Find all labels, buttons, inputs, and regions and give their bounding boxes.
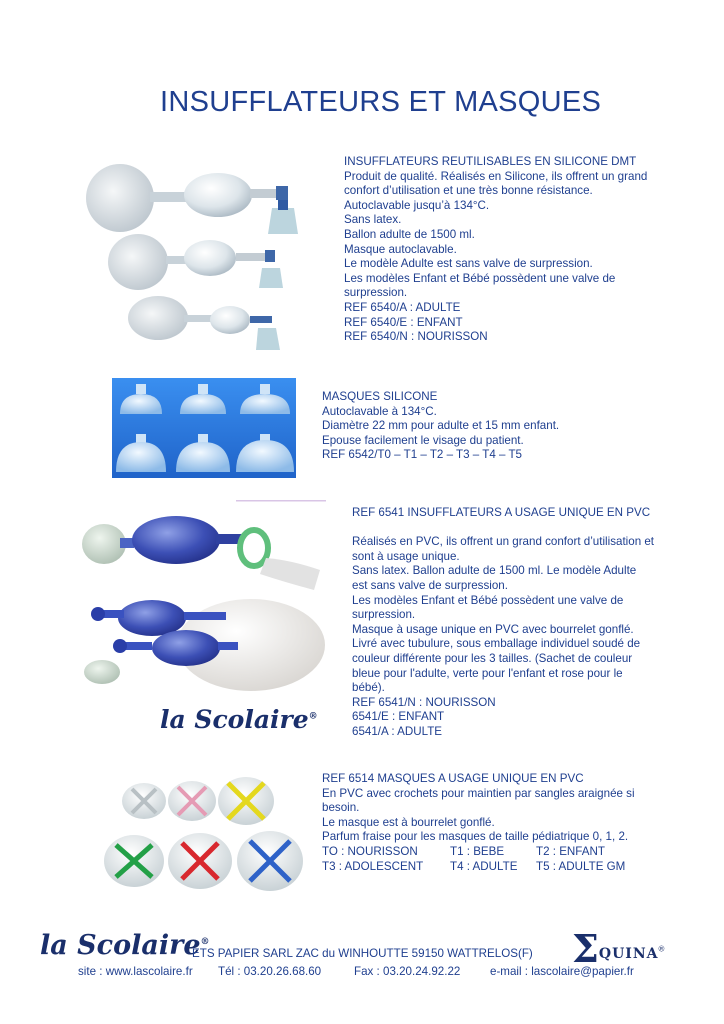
footer-site-link[interactable]: site : www.lascolaire.fr — [78, 965, 193, 978]
size-row — [322, 845, 635, 860]
size-row — [322, 860, 635, 875]
text-line: Sans latex. Ballon adulte de 1500 ml. Le modèle Adulte — [352, 564, 637, 578]
text-line: En PVC avec crochets pour maintien par sangles araignée si — [322, 786, 635, 800]
silicone-masks-image — [112, 378, 296, 478]
page-title: INSUFFLATEURS ET MASQUES — [160, 86, 602, 118]
text-line: Parfum fraise pour les masques de taille pédiatrique 0, 1, 2. — [322, 830, 629, 844]
text-line: REF 6540/E : ENFANT — [344, 315, 463, 329]
size-cell: T1 : BEBE — [450, 844, 505, 858]
text-line: Ballon adulte de 1500 ml. — [344, 227, 475, 241]
text-line: Masque autoclavable. — [344, 242, 457, 256]
footer-email-link[interactable]: e-mail : lascolaire@papier.fr — [490, 965, 634, 978]
section-pvc-masks — [322, 772, 635, 874]
text-line: confort d’utilisation et une très bonne résistance. — [344, 184, 593, 198]
footer-fax: Fax : 03.20.24.92.22 — [354, 965, 461, 978]
text-line: REF 6541/N : NOURISSON — [352, 695, 496, 709]
text-line: surpression. — [344, 286, 408, 300]
text-line: MASQUES SILICONE — [322, 390, 438, 403]
la-scolaire-logo: la Scolaire® — [160, 705, 318, 734]
size-cell: TO : NOURISSON — [322, 844, 418, 858]
text-line: Réalisés en PVC, ils offrent un grand confort d’utilisation et — [352, 535, 655, 549]
silicone-resuscitators-image — [80, 150, 320, 360]
footer-phone: Tél : 03.20.26.68.60 — [218, 965, 322, 978]
footer-la-scolaire-logo: la Scolaire® — [40, 930, 210, 961]
size-cell: T5 : ADULTE GM — [536, 859, 626, 873]
text-line: 6541/E : ENFANT — [352, 710, 445, 724]
size-cell: T3 : ADOLESCENT — [322, 859, 424, 873]
text-line: Autoclavable jusqu’à 134°C. — [344, 198, 490, 212]
section-reusable-silicone — [344, 155, 684, 345]
section-heading: REF 6541 INSUFFLATEURS A USAGE UNIQUE EN PVC — [352, 506, 651, 519]
text-line: besoin. — [322, 801, 360, 815]
text-line: REF 6542/T0 – T1 – T2 – T3 – T4 – T5 — [322, 448, 523, 462]
text-line: Masque à usage unique en PVC avec bourrelet gonflé. — [352, 622, 634, 636]
section-silicone-masks — [322, 390, 559, 463]
equina-logo: ΣQUINA® — [572, 926, 665, 971]
size-cell: T2 : ENFANT — [536, 844, 605, 858]
text-line: Le masque est à bourrelet gonflé. — [322, 815, 495, 829]
pvc-resuscitators-image — [76, 500, 326, 695]
text-line: REF 6540/A : ADULTE — [344, 300, 461, 314]
footer-company: ETS PAPIER SARL ZAC du WINHOUTTE 59150 WATTRELOS(F) — [192, 947, 533, 960]
text-line: surpression. — [352, 608, 416, 622]
text-line: Sans latex. — [344, 213, 402, 227]
text-line: Le modèle Adulte est sans valve de surpression. — [344, 257, 593, 271]
text-line: Diamètre 22 mm pour adulte et 15 mm enfant. — [322, 419, 560, 433]
text-line: Autoclavable à 134°C. — [322, 404, 437, 418]
sigma-icon: Σ — [572, 926, 599, 971]
text-line: 6541/A : ADULTE — [352, 724, 443, 738]
text-line: est sans valve de surpression. — [352, 578, 508, 592]
text-line: REF 6540/N : NOURISSON — [344, 330, 488, 344]
text-line: Epouse facilement le visage du patient. — [322, 433, 524, 447]
text-line: Produit de qualité. Réalisés en Silicone, ils offrent un grand — [344, 169, 648, 183]
text-line: Les modèles Enfant et Bébé possèdent une valve de — [352, 593, 624, 607]
text-line: couleur différente pour les 3 tailles. (Sachet de couleur — [352, 651, 633, 665]
size-cell: T4 : ADULTE — [450, 859, 518, 873]
text-line: REF 6514 MASQUES A USAGE UNIQUE EN PVC — [322, 772, 584, 785]
text-line: bébé). — [352, 681, 385, 695]
text-line: Les modèles Enfant et Bébé possèdent une valve de — [344, 271, 616, 285]
text-line: INSUFFLATEURS REUTILISABLES EN SILICONE DMT — [344, 155, 637, 168]
text-line: bleue pour l'adulte, verte pour l'enfant et rose pour le — [352, 666, 623, 680]
text-line: sont à usage unique. — [352, 549, 460, 563]
pvc-masks-image — [100, 765, 305, 895]
section-pvc-resuscitators — [352, 506, 654, 740]
text-line: Livré avec tubulure, sous emballage individuel soudé de — [352, 637, 641, 651]
